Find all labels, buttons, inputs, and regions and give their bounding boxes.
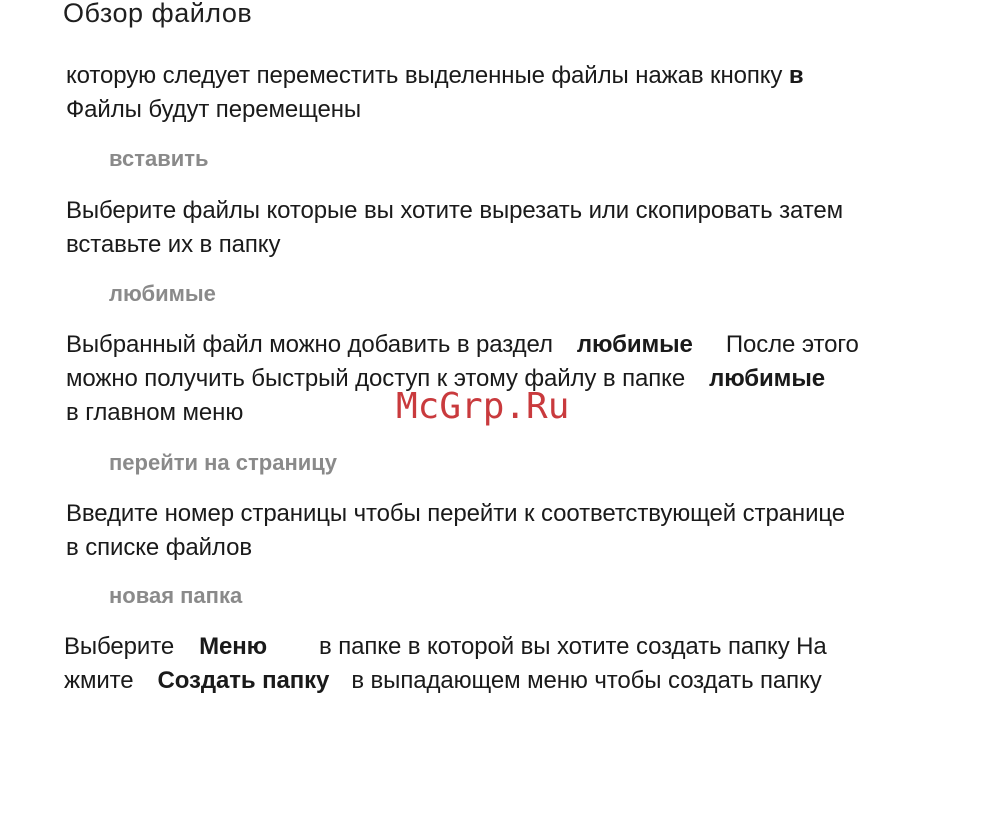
goto-paragraph-line-2: в списке файлов [66, 534, 252, 561]
paste-paragraph-line-2: вставьте их в папку [66, 231, 281, 258]
move-paragraph-line-2: Файлы будут перемещены [66, 96, 362, 123]
paste-paragraph-line-1: Выберите файлы которые вы хотите вырезать или скопировать затем [66, 197, 844, 224]
move-line-1-bold: в [788, 62, 804, 89]
favorites-line-2-bold: любимые [709, 365, 825, 392]
new-folder-line-1-bold: Меню [199, 633, 268, 660]
favorites-line-1-text-a: Выбранный файл можно добавить в раздел [66, 331, 553, 358]
favorites-paragraph-line-3: в главном меню [66, 399, 244, 426]
favorites-line-1-text-b: После этого [725, 331, 859, 358]
section-heading-favorites: любимые [109, 281, 216, 306]
new-folder-line-2-text-a: жмите [64, 667, 134, 694]
favorites-paragraph-line-1 [66, 328, 859, 362]
section-heading-goto-page: перейти на страницу [109, 450, 338, 475]
new-folder-line-1-text-b: в папке в которой вы хотите создать папку На [319, 633, 827, 660]
move-paragraph-line-1 [66, 59, 804, 93]
watermark-logo: McGrp.Ru [396, 386, 570, 427]
new-folder-paragraph-line-1 [64, 630, 827, 664]
page-title: Обзор файлов [63, 0, 253, 28]
section-heading-paste: вставить [109, 146, 209, 171]
new-folder-paragraph-line-2 [64, 664, 822, 698]
section-heading-new-folder: новая папка [109, 583, 243, 608]
favorites-line-2-text-a: можно получить быстрый доступ к этому файлу в папке [66, 365, 686, 392]
favorites-line-1-bold: любимые [576, 331, 693, 358]
new-folder-line-1-text-a: Выберите [64, 633, 175, 660]
move-line-1-text: которую следует переместить выделенные файлы нажав кнопку [66, 62, 789, 89]
new-folder-line-2-bold: Создать папку [157, 667, 330, 694]
new-folder-line-2-text-b: в выпадающем меню чтобы создать папку [351, 667, 822, 694]
goto-paragraph-line-1: Введите номер страницы чтобы перейти к соответствующей странице [66, 500, 846, 527]
